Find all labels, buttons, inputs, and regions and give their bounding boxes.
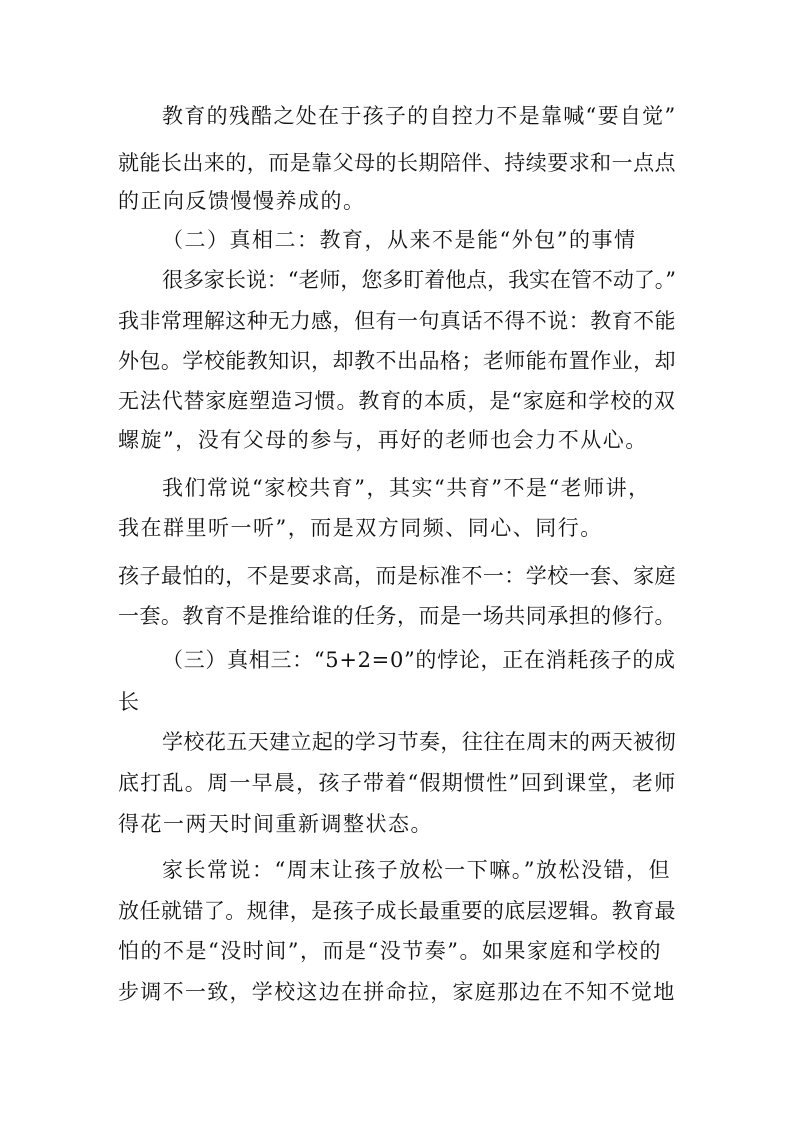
text-line: 得花一两天时间重新调整状态。 — [118, 812, 433, 836]
text-line: 我们常说“家校共育”，其实“共育”不是“老师讲， — [162, 476, 651, 500]
text-line: 很多家长说：“老师，您多盯着他点，我实在管不动了。” — [162, 268, 676, 292]
section-heading: （三）真相三：“5+2=0”的悖论，正在消耗孩子的成 — [162, 648, 676, 672]
text-line: 我在群里听一听”，而是双方同频、同心、同行。 — [118, 516, 603, 540]
text-line: 放任就错了。规律，是孩子成长最重要的底层逻辑。教育最 — [118, 899, 676, 923]
text-line: 就能长出来的，而是靠父母的长期陪伴、持续要求和一点点 — [118, 151, 676, 175]
text-line: 步调不一致，学校这边在拼命拉，家庭那边在不知不觉地 — [118, 980, 676, 1004]
text-line: 教育的残酷之处在于孩子的自控力不是靠喊“要自觉” — [162, 104, 677, 128]
section-heading: （二）真相二：教育，从来不是能“外包”的事情 — [162, 228, 637, 252]
text-line: 孩子最怕的，不是要求高，而是标准不一：学校一套、家庭 — [118, 564, 676, 588]
text-line: 我非常理解这种无力感，但有一句真话不得不说：教育不能 — [118, 309, 676, 333]
text-line: 一套。教育不是推给谁的任务，而是一场共同承担的修行。 — [118, 604, 676, 628]
text-line: 怕的不是“没时间”，而是“没节奏”。如果家庭和学校的 — [118, 939, 662, 963]
text-line: 家长常说：“周末让孩子放松一下嘛。”放松没错，但 — [162, 858, 671, 882]
section-heading: 长 — [118, 690, 141, 714]
text-line: 学校花五天建立起的学习节奏，往往在周末的两天被彻 — [162, 730, 676, 754]
text-line: 外包。学校能教知识，却教不出品格；老师能布置作业，却 — [118, 349, 676, 373]
text-line: 底打乱。周一早晨，孩子带着“假期惯性”回到课堂，老师 — [118, 771, 677, 795]
text-line: 螺旋”，没有父母的参与，再好的老师也会力不从心。 — [118, 428, 648, 452]
text-line: 的正向反馈慢慢养成的。 — [118, 189, 366, 213]
text-line: 无法代替家庭塑造习惯。教育的本质，是“家庭和学校的双 — [118, 389, 676, 413]
